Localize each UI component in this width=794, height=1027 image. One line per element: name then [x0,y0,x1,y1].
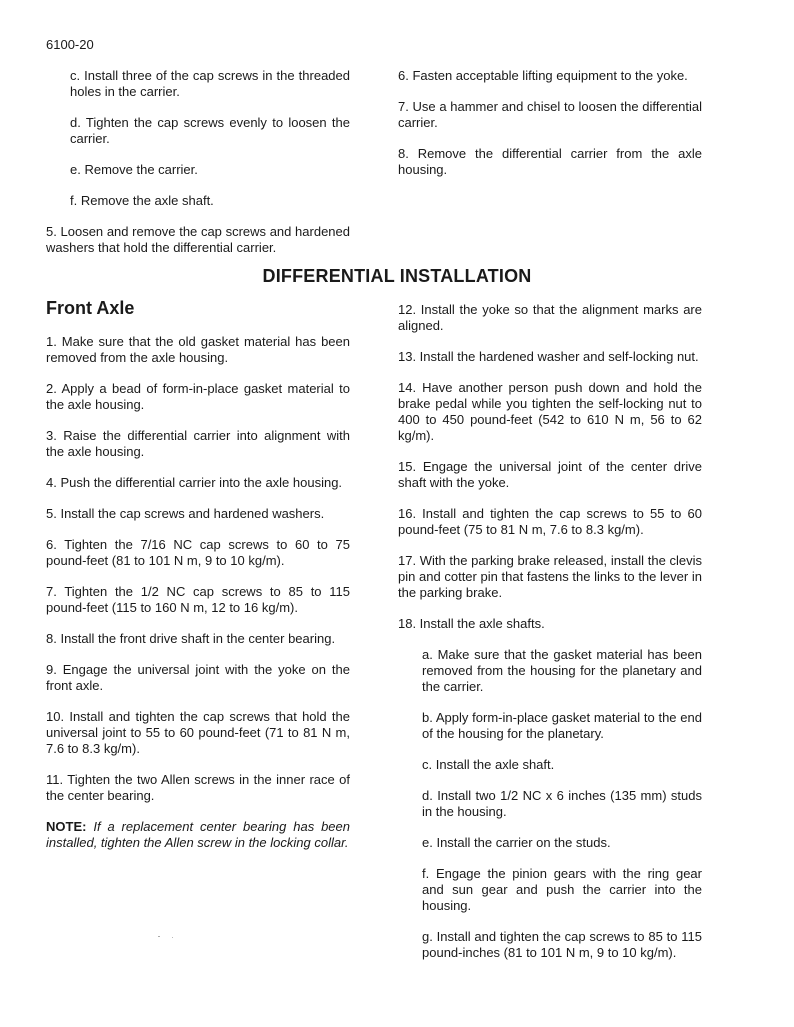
step-item: f. Remove the axle shaft. [70,193,214,208]
note [46,819,350,851]
left-main-column [46,334,350,866]
top-left-column [46,68,350,271]
note-label: NOTE: [46,819,87,834]
sub-step-item: d. Install two 1/2 NC x 6 inches (135 mm) studs in the housing. [422,788,702,819]
step-item: e. Remove the carrier. [70,162,198,177]
sub-title: Front Axle [46,298,135,318]
sub-step-item: c. Install the axle shaft. [422,757,555,772]
step-item: 2. Apply a bead of form-in-place gasket material to the axle housing. [46,381,350,412]
step-item: 11. Tighten the two Allen screws in the inner race of the center bearing. [46,772,350,803]
step-item: 17. With the parking brake released, install the clevis pin and cotter pin that fastens the links to the lever in the parking brake. [398,553,702,600]
step-item: 4. Push the differential carrier into the axle housing. [46,475,343,490]
step-item: 13. Install the hardened washer and self-locking nut. [398,349,699,364]
step-item: 3. Raise the differential carrier into alignment with the axle housing. [46,428,350,459]
note-text: If a replacement center bearing has been installed, tighten the Allen screw in the locking collar. [46,819,350,850]
sub-step-item: g. Install and tighten the cap screws to 85 to 115 pound-inches (81 to 101 N m, 9 to 10 kg/m). [422,929,702,960]
top-right-column [398,68,702,193]
scan-speck [172,937,173,938]
sub-step-item: a. Make sure that the gasket material has been removed from the housing for the planetary and the carrier. [422,647,702,694]
step-item: 5. Loosen and remove the cap screws and hardened washers that hold the differential carrier. [46,224,350,255]
step-item: 8. Remove the differential carrier from the axle housing. [398,146,702,177]
step-item: c. Install three of the cap screws in the threaded holes in the carrier. [70,68,350,99]
step-item: 5. Install the cap screws and hardened washers. [46,506,325,521]
step-item: d. Tighten the cap screws evenly to loosen the carrier. [70,115,350,146]
step-item: 16. Install and tighten the cap screws to 55 to 60 pound-feet (75 to 81 N m, 7.6 to 8.3 kg/m). [398,506,702,537]
page-number: 6100-20 [46,37,94,52]
scan-speck [158,936,160,937]
step-item: 9. Engage the universal joint with the yoke on the front axle. [46,662,350,693]
section-title: DIFFERENTIAL INSTALLATION [262,266,532,286]
sub-step-item: b. Apply form-in-place gasket material to the end of the housing for the planetary. [422,710,702,741]
step-item: 7. Tighten the 1/2 NC cap screws to 85 to 115 pound-feet (115 to 160 N m, 12 to 16 kg/m). [46,584,350,615]
right-main-column [398,302,702,976]
step-item: 12. Install the yoke so that the alignment marks are aligned. [398,302,702,333]
sub-step-item: f. Engage the pinion gears with the ring gear and sun gear and push the carrier into the housing. [422,866,702,913]
step-item: 14. Have another person push down and hold the brake pedal while you tighten the self-locking nut to 400 to 450 pound-feet (542 to 610 N m, 56 to 62 kg/m). [398,380,702,443]
step-item: 1. Make sure that the old gasket material has been removed from the axle housing. [46,334,350,365]
sub-step-item: e. Install the carrier on the studs. [422,835,611,850]
step-item: 15. Engage the universal joint of the center drive shaft with the yoke. [398,459,702,490]
step-item: 8. Install the front drive shaft in the center bearing. [46,631,336,646]
step-item: 7. Use a hammer and chisel to loosen the differential carrier. [398,99,702,130]
step-item: 10. Install and tighten the cap screws that hold the universal joint to 55 to 60 pound-feet (71 to 81 N m, 7.6 to 8.3 kg/m). [46,709,350,756]
step-item: 6. Tighten the 7/16 NC cap screws to 60 to 75 pound-feet (81 to 101 N m, 9 to 10 kg/m). [46,537,350,568]
step-item: 6. Fasten acceptable lifting equipment to the yoke. [398,68,688,83]
step-item: 18. Install the axle shafts. [398,616,545,631]
